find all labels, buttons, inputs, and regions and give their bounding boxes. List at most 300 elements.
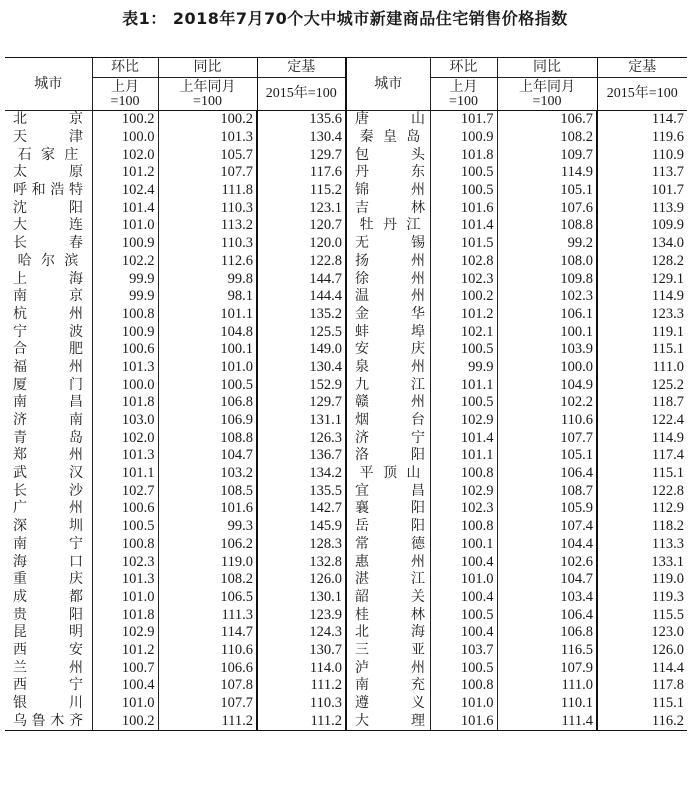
yoy-value: 107.7 [497, 429, 597, 447]
fixed-value: 110.3 [257, 695, 346, 713]
table-row [5, 553, 687, 571]
city-name: 锦 州 [355, 182, 425, 199]
city-name-cell [5, 695, 92, 713]
mom-value: 102.7 [92, 482, 158, 500]
city-name-cell [346, 606, 430, 624]
city-name-cell [5, 235, 92, 253]
city-name-cell [5, 659, 92, 677]
mom-base-label: 上月 [449, 78, 478, 95]
yoy-value: 107.9 [497, 659, 597, 677]
city-name-cell [346, 659, 430, 677]
city-name: 襄 阳 [355, 500, 425, 517]
mom-value: 101.7 [430, 111, 497, 129]
city-name-cell [5, 217, 92, 235]
city-name-cell [5, 129, 92, 147]
city-name-cell [346, 500, 430, 518]
city-name-cell [5, 482, 92, 500]
mom-value: 102.3 [430, 500, 497, 518]
city-name-cell [346, 341, 430, 359]
mom-value: 101.0 [92, 695, 158, 713]
mom-value: 100.8 [430, 518, 497, 536]
city-name-cell [5, 164, 92, 182]
fixed-value: 144.7 [257, 270, 346, 288]
city-name-cell [5, 518, 92, 536]
fixed-value: 118.7 [597, 394, 687, 412]
fixed-value: 134.2 [257, 465, 346, 483]
table-row [5, 111, 687, 129]
header-fixed-base: 2015年=100 [257, 78, 346, 111]
city-name-cell [346, 129, 430, 147]
city-name-cell [5, 677, 92, 695]
yoy-value: 111.8 [158, 182, 257, 200]
fixed-value: 149.0 [257, 341, 346, 359]
fixed-value: 101.7 [597, 182, 687, 200]
city-name-cell [5, 412, 92, 430]
fixed-value: 123.9 [257, 606, 346, 624]
header-yoy: 同比 [158, 58, 257, 78]
yoy-value: 101.0 [158, 359, 257, 377]
yoy-value: 102.2 [497, 394, 597, 412]
mom-value: 99.9 [92, 288, 158, 306]
city-name: 湛 江 [355, 571, 425, 588]
yoy-value: 105.9 [497, 500, 597, 518]
city-name: 无 锡 [355, 235, 425, 252]
header-city: 城市 [5, 58, 92, 111]
fixed-value: 128.3 [257, 536, 346, 554]
city-name: 呼 和 浩 特 [13, 182, 83, 199]
city-name: 银 川 [13, 695, 83, 712]
yoy-value: 100.2 [158, 111, 257, 129]
city-name: 杭 州 [13, 305, 83, 322]
mom-value: 101.6 [430, 712, 497, 730]
fixed-value: 123.1 [257, 199, 346, 217]
mom-value: 102.1 [430, 323, 497, 341]
city-name: 吉 林 [355, 199, 425, 216]
city-name-cell [346, 359, 430, 377]
fixed-value: 130.7 [257, 642, 346, 660]
mom-value: 100.8 [430, 465, 497, 483]
header-yoy-base [158, 78, 257, 111]
city-name: 太 原 [13, 164, 83, 181]
city-name-cell [346, 217, 430, 235]
city-name: 南 宁 [13, 535, 83, 552]
header-yoy-base-right [497, 78, 597, 111]
table-row [5, 589, 687, 607]
yoy-value: 110.3 [158, 235, 257, 253]
fixed-value: 123.3 [597, 306, 687, 324]
city-name: 泉 州 [355, 358, 425, 375]
fixed-value: 113.3 [597, 536, 687, 554]
header-mom-base-right [430, 78, 497, 111]
city-name: 青 岛 [13, 429, 83, 446]
yoy-value: 98.1 [158, 288, 257, 306]
city-name: 厦 门 [13, 376, 83, 393]
city-name-cell [346, 536, 430, 554]
mom-value: 100.2 [430, 288, 497, 306]
mom-value: 101.8 [430, 146, 497, 164]
mom-value: 101.2 [430, 306, 497, 324]
city-name-cell [346, 465, 430, 483]
mom-value: 101.1 [430, 376, 497, 394]
city-name-cell [346, 447, 430, 465]
yoy-value: 103.4 [497, 589, 597, 607]
yoy-value: 107.4 [497, 518, 597, 536]
city-name: 惠 州 [355, 553, 425, 570]
table-row [5, 518, 687, 536]
mom-value: 103.7 [430, 642, 497, 660]
fixed-value: 128.2 [597, 253, 687, 271]
fixed-value: 130.4 [257, 129, 346, 147]
yoy-value: 105.7 [158, 146, 257, 164]
header-fixed: 定基 [257, 58, 346, 78]
city-name: 成 都 [13, 588, 83, 605]
mom-value: 102.9 [430, 482, 497, 500]
table-row [5, 642, 687, 660]
fixed-value: 111.0 [597, 359, 687, 377]
city-name-cell [5, 465, 92, 483]
yoy-base-label: 上年同月 [519, 78, 575, 95]
yoy-value: 106.9 [158, 412, 257, 430]
city-name-cell [346, 571, 430, 589]
table-row [5, 695, 687, 713]
yoy-value: 106.8 [497, 624, 597, 642]
mom-value: 99.9 [430, 359, 497, 377]
mom-value: 102.0 [92, 146, 158, 164]
mom-value: 101.1 [92, 465, 158, 483]
table-body [5, 111, 687, 731]
mom-value: 101.0 [92, 217, 158, 235]
yoy-value: 100.0 [497, 359, 597, 377]
table-row [5, 447, 687, 465]
yoy-value: 110.1 [497, 695, 597, 713]
city-name-cell [5, 111, 92, 129]
city-name: 安 庆 [355, 341, 425, 358]
mom-value: 100.8 [92, 306, 158, 324]
city-name-cell [346, 589, 430, 607]
city-name-cell [346, 164, 430, 182]
mom-value: 100.7 [92, 659, 158, 677]
yoy-value: 101.3 [158, 129, 257, 147]
city-name: 北 京 [13, 111, 83, 128]
mom-value: 100.5 [430, 659, 497, 677]
city-name: 海 口 [13, 553, 83, 570]
header-city-right: 城市 [346, 58, 430, 111]
fixed-value: 135.2 [257, 306, 346, 324]
city-name: 三 亚 [355, 641, 425, 658]
yoy-value: 111.0 [497, 677, 597, 695]
mom-value: 101.5 [430, 235, 497, 253]
city-name: 贵 阳 [13, 606, 83, 623]
yoy-value: 100.1 [497, 323, 597, 341]
mom-value: 101.0 [92, 589, 158, 607]
city-name: 大 理 [355, 712, 425, 729]
city-name: 沈 阳 [13, 199, 83, 216]
city-name-cell [346, 111, 430, 129]
city-name: 牡 丹 江 [359, 217, 421, 234]
city-name-cell [5, 536, 92, 554]
yoy-value: 108.7 [497, 482, 597, 500]
city-name: 长 沙 [13, 482, 83, 499]
table-row [5, 217, 687, 235]
table-row [5, 712, 687, 730]
city-name-cell [346, 288, 430, 306]
fixed-value: 152.9 [257, 376, 346, 394]
city-name-cell [346, 642, 430, 660]
table-row [5, 536, 687, 554]
fixed-value: 130.1 [257, 589, 346, 607]
city-name-cell [346, 146, 430, 164]
mom-value: 101.0 [430, 571, 497, 589]
fixed-value: 122.8 [257, 253, 346, 271]
fixed-value: 125.5 [257, 323, 346, 341]
city-name-cell [346, 235, 430, 253]
yoy-value: 101.1 [158, 306, 257, 324]
yoy-value: 113.2 [158, 217, 257, 235]
yoy-value: 106.6 [158, 659, 257, 677]
city-name-cell [5, 341, 92, 359]
table-row [5, 270, 687, 288]
city-name-cell [5, 323, 92, 341]
city-name-cell [346, 270, 430, 288]
yoy-base-value: =100 [532, 93, 562, 109]
price-index-table [5, 57, 687, 731]
city-name: 温 州 [355, 288, 425, 305]
fixed-value: 117.6 [257, 164, 346, 182]
mom-value: 101.2 [92, 164, 158, 182]
city-name: 烟 台 [355, 412, 425, 429]
fixed-value: 119.0 [597, 571, 687, 589]
city-name-cell [346, 394, 430, 412]
yoy-value: 119.0 [158, 553, 257, 571]
yoy-value: 108.2 [497, 129, 597, 147]
header-mom-right: 环比 [430, 58, 497, 78]
yoy-value: 109.7 [497, 146, 597, 164]
mom-value: 101.1 [430, 447, 497, 465]
table-row [5, 571, 687, 589]
mom-value: 102.8 [430, 253, 497, 271]
city-name-cell [346, 482, 430, 500]
mom-value: 100.0 [92, 129, 158, 147]
fixed-value: 126.0 [257, 571, 346, 589]
fixed-value: 110.9 [597, 146, 687, 164]
city-name: 南 京 [13, 288, 83, 305]
mom-value: 100.2 [92, 111, 158, 129]
city-name: 泸 州 [355, 659, 425, 676]
table-row [5, 482, 687, 500]
fixed-value: 111.2 [257, 712, 346, 730]
yoy-value: 111.4 [497, 712, 597, 730]
yoy-value: 105.1 [497, 182, 597, 200]
city-name-cell [5, 394, 92, 412]
yoy-value: 106.8 [158, 394, 257, 412]
fixed-value: 142.7 [257, 500, 346, 518]
mom-value: 102.0 [92, 429, 158, 447]
yoy-value: 99.3 [158, 518, 257, 536]
mom-base-value: =100 [449, 93, 478, 109]
city-name: 洛 阳 [355, 447, 425, 464]
city-name-cell [346, 412, 430, 430]
fixed-value: 125.2 [597, 376, 687, 394]
fixed-value: 129.7 [257, 394, 346, 412]
yoy-value: 104.4 [497, 536, 597, 554]
table-row [5, 659, 687, 677]
fixed-value: 133.1 [597, 553, 687, 571]
fixed-value: 126.3 [257, 429, 346, 447]
mom-value: 101.4 [430, 217, 497, 235]
city-name: 赣 州 [355, 394, 425, 411]
fixed-value: 117.8 [597, 677, 687, 695]
city-name-cell [346, 712, 430, 730]
city-name-cell [5, 447, 92, 465]
mom-value: 100.5 [92, 518, 158, 536]
mom-value: 100.9 [92, 235, 158, 253]
fixed-value: 118.2 [597, 518, 687, 536]
city-name: 宁 波 [13, 323, 83, 340]
city-name-cell [5, 359, 92, 377]
header-mom: 环比 [92, 58, 158, 78]
city-name: 丹 东 [355, 164, 425, 181]
city-name-cell [346, 323, 430, 341]
city-name-cell [346, 624, 430, 642]
mom-value: 100.1 [430, 536, 497, 554]
table-row [5, 288, 687, 306]
city-name: 乌 鲁 木 齐 [13, 712, 83, 729]
city-name-cell [346, 553, 430, 571]
mom-value: 100.9 [92, 323, 158, 341]
yoy-value: 100.1 [158, 341, 257, 359]
mom-value: 101.3 [92, 359, 158, 377]
city-name-cell [346, 695, 430, 713]
city-name-cell [5, 571, 92, 589]
yoy-value: 104.9 [497, 376, 597, 394]
mom-value: 100.4 [430, 589, 497, 607]
fixed-value: 114.0 [257, 659, 346, 677]
table-row [5, 677, 687, 695]
mom-value: 101.4 [430, 429, 497, 447]
yoy-value: 108.8 [497, 217, 597, 235]
city-name: 合 肥 [13, 341, 83, 358]
city-name: 遵 义 [355, 695, 425, 712]
fixed-value: 117.4 [597, 447, 687, 465]
yoy-value: 106.5 [158, 589, 257, 607]
city-name: 上 海 [13, 270, 83, 287]
yoy-value: 102.3 [497, 288, 597, 306]
header-row-1 [5, 58, 687, 78]
mom-base-value: =100 [110, 93, 140, 109]
city-name-cell [5, 642, 92, 660]
city-name: 昆 明 [13, 624, 83, 641]
city-name: 哈 尔 滨 [17, 252, 79, 269]
table-row [5, 359, 687, 377]
table-row [5, 500, 687, 518]
table-row [5, 429, 687, 447]
yoy-value: 104.7 [158, 447, 257, 465]
mom-value: 101.4 [92, 199, 158, 217]
yoy-value: 104.8 [158, 323, 257, 341]
yoy-value: 116.5 [497, 642, 597, 660]
city-name-cell [346, 518, 430, 536]
city-name: 常 德 [355, 535, 425, 552]
fixed-value: 114.4 [597, 659, 687, 677]
fixed-value: 132.8 [257, 553, 346, 571]
header-fixed-base-right: 2015年=100 [597, 78, 687, 111]
mom-value: 102.3 [430, 270, 497, 288]
city-name-cell [5, 606, 92, 624]
fixed-value: 120.0 [257, 235, 346, 253]
yoy-base-label: 上年同月 [179, 78, 236, 95]
city-name: 福 州 [13, 358, 83, 375]
city-name-cell [5, 146, 92, 164]
fixed-value: 113.9 [597, 199, 687, 217]
city-name: 天 津 [13, 129, 83, 146]
fixed-value: 115.1 [597, 465, 687, 483]
yoy-value: 111.3 [158, 606, 257, 624]
yoy-value: 107.8 [158, 677, 257, 695]
city-name: 唐 山 [355, 111, 425, 128]
yoy-value: 107.6 [497, 199, 597, 217]
table-row [5, 199, 687, 217]
yoy-value: 106.7 [497, 111, 597, 129]
city-name: 徐 州 [355, 270, 425, 287]
table-row [5, 129, 687, 147]
yoy-value: 110.6 [158, 642, 257, 660]
table-row [5, 182, 687, 200]
fixed-value: 122.4 [597, 412, 687, 430]
yoy-value: 102.6 [497, 553, 597, 571]
yoy-value: 103.9 [497, 341, 597, 359]
mom-value: 102.3 [92, 553, 158, 571]
mom-value: 100.9 [430, 129, 497, 147]
mom-value: 100.5 [430, 606, 497, 624]
mom-value: 100.8 [430, 677, 497, 695]
fixed-value: 111.2 [257, 677, 346, 695]
city-name: 扬 州 [355, 252, 425, 269]
fixed-value: 114.7 [597, 111, 687, 129]
fixed-value: 135.5 [257, 482, 346, 500]
yoy-value: 106.2 [158, 536, 257, 554]
table-row [5, 253, 687, 271]
city-name-cell [5, 199, 92, 217]
yoy-value: 107.7 [158, 164, 257, 182]
mom-value: 100.6 [92, 341, 158, 359]
fixed-value: 120.7 [257, 217, 346, 235]
fixed-value: 131.1 [257, 412, 346, 430]
city-name-cell [5, 182, 92, 200]
city-name: 武 汉 [13, 465, 83, 482]
fixed-value: 119.6 [597, 129, 687, 147]
fixed-value: 145.9 [257, 518, 346, 536]
mom-value: 100.5 [430, 341, 497, 359]
yoy-value: 110.3 [158, 199, 257, 217]
yoy-value: 107.7 [158, 695, 257, 713]
fixed-value: 122.8 [597, 482, 687, 500]
city-name-cell [5, 589, 92, 607]
city-name-cell [5, 712, 92, 730]
mom-value: 102.4 [92, 182, 158, 200]
fixed-value: 136.7 [257, 447, 346, 465]
yoy-value: 99.2 [497, 235, 597, 253]
city-name-cell [5, 500, 92, 518]
city-name-cell [346, 199, 430, 217]
city-name: 济 宁 [355, 429, 425, 446]
fixed-value: 130.4 [257, 359, 346, 377]
mom-value: 100.5 [430, 182, 497, 200]
mom-value: 100.2 [92, 712, 158, 730]
yoy-value: 114.9 [497, 164, 597, 182]
mom-value: 101.8 [92, 394, 158, 412]
city-name: 蚌 埠 [355, 323, 425, 340]
city-name-cell [346, 429, 430, 447]
